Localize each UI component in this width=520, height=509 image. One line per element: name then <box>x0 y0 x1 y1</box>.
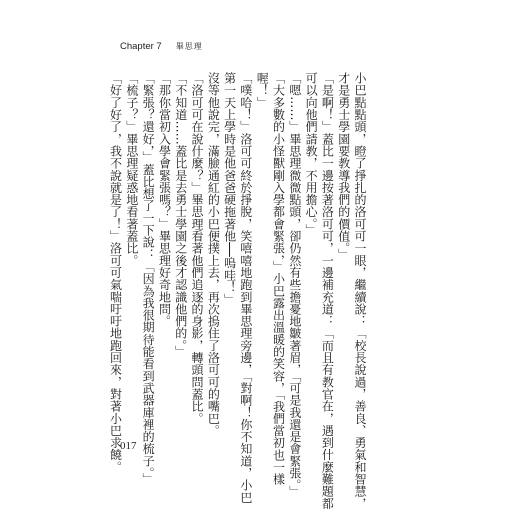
text-column: 「好了好了，我不說就是了！」洛可可氣喘吁吁地跑回來，對著小巴求饒。 <box>108 72 123 473</box>
text-column: 才是勇士學園要教導我們的價值。」 <box>336 72 351 261</box>
text-column: 小巴點點頭，瞪了掙扎的洛可可一眼，繼續說：「校長說過，善良、勇氣和智慧， <box>353 72 367 509</box>
text-column: 「大多數的小怪獸剛入學都會緊張，」小巴露出溫暖的笑容，「我們當初也一樣 <box>271 72 286 486</box>
text-column: 第一天上學時是他爸爸硬拖著他──嗚哇！」 <box>222 72 237 306</box>
text-column: 「洛可可在說什麼？」畢思理看著他們追逐的身影，轉頭問蓋比。 <box>190 72 205 425</box>
text-column: 「緊張？還好，」蓋比想了一下說：「因為我很期待能看到武器庫裡的梳子。」 <box>141 72 156 486</box>
text-column: 沒等他說完，滿臉通紅的小巴便撲上去，再次摀住了洛可可的嘴巴。 <box>206 72 221 437</box>
text-column: 喔！」 <box>255 72 270 109</box>
text-column: 可以向他們請教，不用擔心。」 <box>304 72 319 237</box>
text-column: 「是啊！」蓋比一邊按著洛可可，一邊補充道：「而且有教官在，遇到什麼難題都 <box>320 72 335 509</box>
page-number: 017 <box>120 440 137 452</box>
chapter-label: Chapter 7 <box>120 41 162 52</box>
text-column: 「嗯……」畢思理微微點頭，卻仍然有些擔憂地皺著眉，「可是我還是會緊張。」 <box>287 72 302 498</box>
running-header <box>120 41 203 52</box>
text-column: 「不知道……蓋比是去勇士學園之後才認識他們的。」 <box>173 72 188 358</box>
text-column: 「噗哈！」洛可可終於掙脫，笑嘻嘻地跑到畢思理旁邊，「對啊！你不知道，小巴 <box>238 72 253 504</box>
text-column: 「那你當初入學會緊張嗎？」畢思理好奇地問。 <box>157 72 172 328</box>
text-column: 「梳子？」畢思理疑惑地看著蓋比。 <box>124 72 139 267</box>
chapter-title: 畢思理 <box>175 42 203 51</box>
